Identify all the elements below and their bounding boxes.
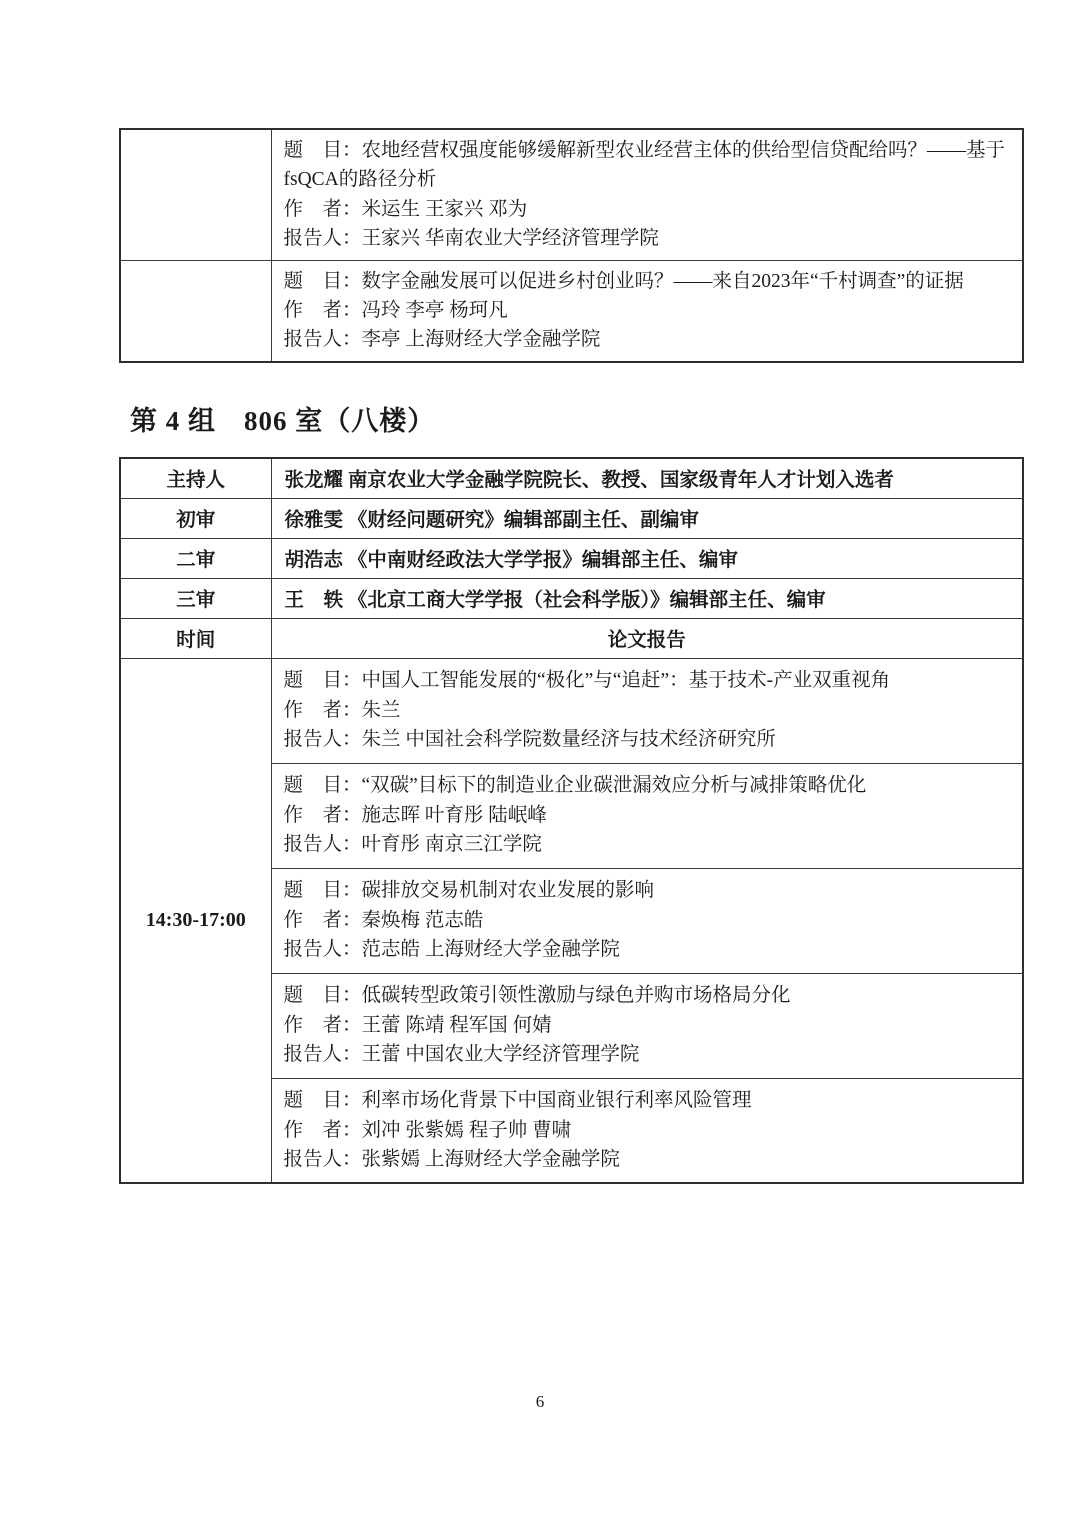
row-value-second-review: 胡浩志 《中南财经政法大学学报》编辑部主任、编审 bbox=[271, 538, 1023, 578]
paper-cell bbox=[271, 129, 1023, 260]
paper-presenter: 报告人：叶育彤 南京三江学院 bbox=[283, 834, 542, 856]
paper-authors: 作 者：冯玲 李亭 杨珂凡 bbox=[283, 300, 508, 322]
paper-authors: 作 者：施志晖 叶育彤 陆岷峰 bbox=[283, 804, 547, 826]
paper-title: 题 目：低碳转型政策引领性激励与绿色并购市场格局分化 bbox=[283, 985, 791, 1007]
time-column-empty-cell bbox=[120, 129, 271, 260]
paper-cell bbox=[271, 1078, 1023, 1183]
paper-title: 题 目：利率市场化背景下中国商业银行利率风险管理 bbox=[283, 1090, 752, 1112]
table-row bbox=[120, 129, 1023, 260]
table-row-third-review bbox=[120, 578, 1023, 618]
paper-cell bbox=[271, 260, 1023, 362]
paper-authors: 作 者：刘冲 张紫嫣 程子帅 曹啸 bbox=[283, 1119, 572, 1141]
row-value-paper-report: 论文报告 bbox=[271, 618, 1023, 658]
paper-presenter: 报告人：张紫嫣 上海财经大学金融学院 bbox=[283, 1148, 620, 1170]
paper-presenter: 报告人：王蕾 中国农业大学经济管理学院 bbox=[283, 1044, 640, 1066]
paper-authors: 作 者：秦焕梅 范志皓 bbox=[283, 909, 484, 931]
paper-presenter: 报告人：朱兰 中国社会科学院数量经济与技术经济研究所 bbox=[283, 729, 776, 751]
paper-authors: 作 者：米运生 王家兴 邓为 bbox=[283, 198, 528, 220]
row-label-first-review: 初审 bbox=[120, 498, 271, 538]
paper-authors: 作 者：朱兰 bbox=[283, 699, 401, 721]
paper-presenter: 报告人：王家兴 华南农业大学经济管理学院 bbox=[283, 228, 659, 250]
table-row-time-header bbox=[120, 618, 1023, 658]
paper-cell bbox=[271, 763, 1023, 868]
paper-title: 题 目：中国人工智能发展的“极化”与“追赶”：基于技术-产业双重视角 bbox=[283, 670, 891, 692]
table-row-second-review bbox=[120, 538, 1023, 578]
paper-title: 题 目：碳排放交易机制对农业发展的影响 bbox=[283, 880, 655, 902]
paper-title: 题 目：“双碳”目标下的制造业企业碳泄漏效应分析与减排策略优化 bbox=[283, 775, 867, 797]
row-value-chair: 张龙耀 南京农业大学金融学院院长、教授、国家级青年人才计划入选者 bbox=[271, 458, 1023, 498]
paper-title: 题 目：农地经营权强度能够缓解新型农业经营主体的供给型信贷配给吗？——基于fsQCA的路径分析 bbox=[283, 140, 1006, 191]
paper-title: 题 目：数字金融发展可以促进乡村创业吗？——来自2023年“千村调查”的证据 bbox=[283, 270, 964, 292]
group-heading: 第 4 组 806 室（八楼） bbox=[130, 406, 436, 436]
continuation-table bbox=[119, 128, 1024, 363]
paper-presenter: 报告人：范志皓 上海财经大学金融学院 bbox=[283, 939, 620, 961]
row-value-third-review: 王 轶 《北京工商大学学报（社会科学版）》编辑部主任、编审 bbox=[271, 578, 1023, 618]
paper-cell bbox=[271, 868, 1023, 973]
row-label-chair: 主持人 bbox=[120, 458, 271, 498]
table-row-chair bbox=[120, 458, 1023, 498]
table-row-first-review bbox=[120, 498, 1023, 538]
row-label-second-review: 二审 bbox=[120, 538, 271, 578]
paper-cell bbox=[271, 658, 1023, 763]
row-value-first-review: 徐雅雯 《财经问题研究》编辑部副主任、副编审 bbox=[271, 498, 1023, 538]
table-row bbox=[120, 260, 1023, 362]
session-time: 14:30-17:00 bbox=[120, 658, 271, 1183]
table-row bbox=[120, 658, 1023, 763]
time-column-empty-cell bbox=[120, 260, 271, 362]
page-number: 6 bbox=[535, 1392, 545, 1411]
paper-presenter: 报告人：李亭 上海财经大学金融学院 bbox=[283, 329, 601, 351]
row-label-third-review: 三审 bbox=[120, 578, 271, 618]
paper-cell bbox=[271, 973, 1023, 1078]
row-label-time: 时间 bbox=[120, 618, 271, 658]
paper-authors: 作 者：王蕾 陈靖 程军国 何婧 bbox=[283, 1014, 552, 1036]
session-table bbox=[119, 457, 1024, 1184]
